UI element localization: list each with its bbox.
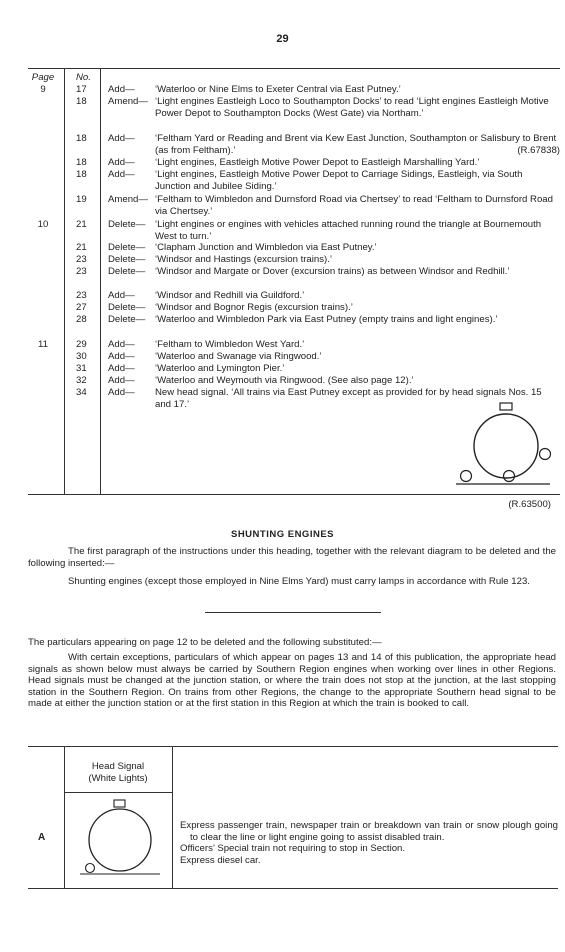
row-text: ‘Light engines Eastleigh Loco to Southampton Docks’ to read ‘Light engines Eastleigh Motive Power Depot to Southampton Docks (West Gate) via Northam.’ — [155, 96, 549, 119]
row-action: Add— — [108, 363, 135, 374]
smokebox-outline — [89, 809, 151, 871]
row-action: Add— — [108, 84, 135, 95]
header-line: Head Signal — [91, 761, 145, 772]
header-page: Page — [31, 72, 55, 83]
signal-column-header — [64, 761, 172, 784]
row-no: 18 — [76, 96, 87, 107]
row-text: ‘Feltham to Wimbledon West Yard.’ — [155, 339, 305, 350]
row-text — [155, 133, 560, 156]
row-no: 18 — [76, 157, 87, 168]
row-page: 11 — [38, 339, 48, 350]
page-number: 29 — [276, 33, 289, 45]
row-text: ‘Windsor and Redhill via Guildford.’ — [155, 290, 305, 301]
row-no: 28 — [76, 314, 87, 325]
row-action: Delete— — [108, 242, 146, 253]
row-no: 31 — [76, 363, 87, 374]
signal-description: Express passenger train, newspaper train or breakdown van train or snow plough going to clear the line or light engine going to assist disabled train. — [180, 820, 558, 843]
row-text: New head signal. ‘All trains via East Putney except as provided for by head signals Nos. 15 and 17.’ — [155, 387, 542, 410]
row-no: 21 — [76, 242, 87, 253]
head-signal-diagram-34 — [450, 400, 555, 490]
paragraph: The first paragraph of the instructions under this heading, together with the relevant diagram to be deleted and the following inserted:— — [28, 546, 556, 569]
table-divider-no — [100, 68, 101, 494]
lamp-right — [540, 449, 551, 460]
row-action: Add— — [108, 351, 135, 362]
row-action: Add— — [108, 339, 135, 350]
row-text-body: ‘Feltham Yard or Reading and Brent via Kew East Junction, Southampton or Salisbury to Brent (as from Feltham).’ — [155, 133, 557, 156]
row-text: ‘Light engines, Eastleigh Motive Power Depot to Carriage Sidings, Eastleigh, via South Junction and Jubilee Siding.’ — [155, 169, 523, 192]
row-text: ‘Light engines, Eastleigh Motive Power Depot to Eastleigh Marshalling Yard.’ — [155, 157, 480, 168]
row-action: Delete— — [108, 219, 146, 230]
table-divider-page — [64, 68, 65, 494]
row-text: ‘Waterloo or Nine Elms to Exeter Central via East Putney.’ — [155, 84, 401, 95]
row-action: Add— — [108, 169, 135, 180]
row-no: 23 — [76, 290, 87, 301]
row-text: ‘Windsor and Margate or Dover (excursion trains) as between Windsor and Redhill.’ — [155, 266, 510, 277]
row-action: Delete— — [108, 302, 146, 313]
row-action: Amend— — [108, 96, 148, 107]
section-divider — [205, 612, 381, 613]
row-text: ‘Clapham Junction and Wimbledon via East Putney.’ — [155, 242, 377, 253]
row-no: 29 — [76, 339, 87, 350]
row-action: Delete— — [108, 314, 146, 325]
lamp-top — [114, 800, 125, 807]
row-text: ‘Feltham to Wimbledon and Durnsford Road via Chertsey’ to read ‘Feltham to Durnsford Road via Chertsey.’ — [155, 194, 553, 217]
row-no: 30 — [76, 351, 87, 362]
section-heading: SHUNTING ENGINES — [230, 529, 334, 540]
row-page: 9 — [40, 84, 46, 95]
signal-description: Officers’ Special train not requiring to stop in Section. — [180, 843, 406, 854]
row-no: 27 — [76, 302, 87, 313]
row-text: ‘Waterloo and Swanage via Ringwood.’ — [155, 351, 322, 362]
row-text: ‘Waterloo and Weymouth via Ringwood. (See also page 12).’ — [155, 375, 414, 386]
row-action: Add— — [108, 133, 135, 144]
row-action: Amend— — [108, 194, 148, 205]
row-no: 23 — [76, 266, 87, 277]
table-top-rule — [28, 68, 560, 69]
row-text: ‘Windsor and Bognor Regis (excursion trains).’ — [155, 302, 353, 313]
row-text: ‘Waterloo and Lymington Pier.’ — [155, 363, 285, 374]
paragraph: Shunting engines (except those employed in Nine Elms Yard) must carry lamps in accordance with Rule 123. — [68, 576, 530, 587]
signal-table-divider-2 — [172, 746, 173, 888]
table-bottom-rule — [28, 494, 560, 495]
row-text: ‘Light engines or engines with vehicles attached running round the triangle at Bournemouth West to turn.’ — [155, 219, 542, 242]
row-action: Delete— — [108, 266, 146, 277]
header-no: No. — [76, 72, 91, 83]
row-text: ‘Waterloo and Wimbledon Park via East Putney (empty trains and light engines).’ — [155, 314, 498, 325]
row-action: Add— — [108, 157, 135, 168]
row-text: ‘Windsor and Hastings (excursion trains).’ — [155, 254, 333, 265]
row-action: Delete— — [108, 254, 146, 265]
paragraph: The particulars appearing on page 12 to be deleted and the following substituted:— — [28, 637, 382, 648]
signal-table-header-rule — [64, 792, 172, 793]
row-action: Add— — [108, 290, 135, 301]
reference-number: (R.63500) — [508, 499, 551, 510]
row-no: 19 — [76, 194, 87, 205]
head-signal-diagram-a — [78, 798, 162, 878]
row-no: 34 — [76, 387, 87, 398]
smokebox-outline — [474, 414, 538, 478]
row-no: 32 — [76, 375, 87, 386]
row-no: 23 — [76, 254, 87, 265]
signal-table-bottom-rule — [28, 888, 558, 889]
lamp-centre-bottom — [504, 471, 515, 482]
paragraph: With certain exceptions, particulars of which appear on pages 13 and 14 of this publication, the appropriate head signals as shown below must always be carried by Southern Region engines when working over lines in other Regions. Head signals must be changed at the junction station, or where the train does not stop at the junction, at the last stopping station in the Southern Region. On trains from other Regions, the change to the appropriate Southern head signal to be made at either the junction station or at the first station in this Region at which the train is booked to call. — [28, 652, 556, 709]
signal-descriptions — [180, 820, 558, 866]
row-page: 10 — [37, 219, 49, 230]
signal-description: Express diesel car. — [180, 854, 261, 866]
row-no: 18 — [76, 169, 87, 180]
row-no: 17 — [76, 84, 87, 95]
lamp-top — [500, 403, 512, 410]
header-line: (White Lights) — [88, 772, 148, 784]
row-action: Add— — [108, 375, 135, 386]
signal-table-top-rule — [28, 746, 558, 747]
row-no: 21 — [76, 219, 87, 230]
lamp-left-bottom — [86, 864, 95, 873]
lamp-left-bottom — [461, 471, 472, 482]
row-action: Add— — [108, 387, 135, 398]
signal-row-label: A — [38, 832, 46, 843]
row-no: 18 — [76, 133, 87, 144]
reference-number: (R.67838) — [517, 144, 560, 156]
